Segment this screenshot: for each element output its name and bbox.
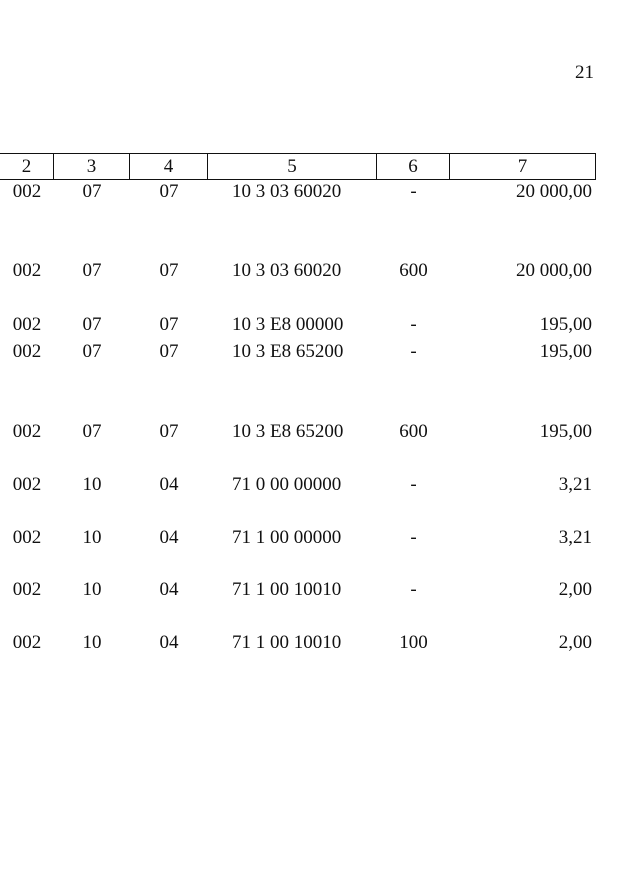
table-row: [0, 632, 596, 654]
cell-col-4: 04: [159, 527, 179, 548]
cell-col-7: 2,00: [558, 632, 592, 653]
cell-col-4: 04: [159, 579, 179, 600]
table-row: [0, 579, 596, 601]
cell-col-2: 002: [12, 421, 42, 442]
cell-col-3: 07: [82, 314, 102, 335]
table-row: [0, 474, 596, 496]
cell-col-2: 002: [12, 341, 42, 362]
cell-col-6: 600: [399, 421, 428, 442]
table-row: [0, 181, 596, 203]
cell-col-6: -: [410, 181, 417, 202]
cell-col-2: 002: [12, 632, 42, 653]
cell-col-3: 07: [82, 181, 102, 202]
cell-col-4: 07: [159, 341, 179, 362]
cell-col-7: 3,21: [558, 474, 592, 495]
cell-col-4: 04: [159, 632, 179, 653]
cell-col-5: 71 1 00 00000: [232, 527, 342, 548]
cell-col-7: 195,00: [539, 341, 592, 362]
header-col-5: 5: [208, 154, 377, 179]
cell-col-5: 10 3 E8 65200: [232, 421, 344, 442]
cell-col-6: -: [410, 341, 417, 362]
cell-col-3: 10: [82, 579, 102, 600]
cell-col-7: 195,00: [539, 421, 592, 442]
cell-col-6: -: [410, 314, 417, 335]
cell-col-2: 002: [12, 260, 42, 281]
table-row: [0, 314, 596, 336]
header-col-4: 4: [130, 154, 208, 179]
cell-col-4: 07: [159, 260, 179, 281]
cell-col-5: 10 3 E8 00000: [232, 314, 344, 335]
cell-col-6: -: [410, 579, 417, 600]
cell-col-5: 71 0 00 00000: [232, 474, 342, 495]
cell-col-5: 71 1 00 10010: [232, 632, 342, 653]
cell-col-6: -: [410, 527, 417, 548]
cell-col-2: 002: [12, 181, 42, 202]
header-col-7: 7: [450, 154, 596, 179]
cell-col-4: 07: [159, 421, 179, 442]
cell-col-7: 20 000,00: [516, 260, 592, 281]
cell-col-3: 10: [82, 474, 102, 495]
cell-col-6: 600: [399, 260, 428, 281]
table-row: [0, 341, 596, 363]
cell-col-7: 20 000,00: [516, 181, 592, 202]
cell-col-3: 10: [82, 632, 102, 653]
cell-col-3: 10: [82, 527, 102, 548]
cell-col-2: 002: [12, 527, 42, 548]
cell-col-6: 100: [399, 632, 428, 653]
cell-col-7: 2,00: [558, 579, 592, 600]
header-col-2: 2: [0, 154, 54, 179]
page-number: 21: [575, 62, 594, 83]
cell-col-2: 002: [12, 314, 42, 335]
cell-col-2: 002: [12, 474, 42, 495]
header-col-3: 3: [54, 154, 130, 179]
cell-col-3: 07: [82, 421, 102, 442]
table-row: [0, 527, 596, 549]
header-col-6: 6: [377, 154, 450, 179]
cell-col-7: 3,21: [558, 527, 592, 548]
table-row: [0, 260, 596, 282]
cell-col-5: 10 3 E8 65200: [232, 341, 344, 362]
cell-col-5: 10 3 03 60020: [232, 181, 342, 202]
cell-col-3: 07: [82, 341, 102, 362]
cell-col-6: -: [410, 474, 417, 495]
cell-col-7: 195,00: [539, 314, 592, 335]
cell-col-5: 10 3 03 60020: [232, 260, 342, 281]
cell-col-3: 07: [82, 260, 102, 281]
table-row: [0, 421, 596, 443]
cell-col-4: 07: [159, 181, 179, 202]
cell-col-4: 07: [159, 314, 179, 335]
cell-col-5: 71 1 00 10010: [232, 579, 342, 600]
cell-col-4: 04: [159, 474, 179, 495]
cell-col-2: 002: [12, 579, 42, 600]
